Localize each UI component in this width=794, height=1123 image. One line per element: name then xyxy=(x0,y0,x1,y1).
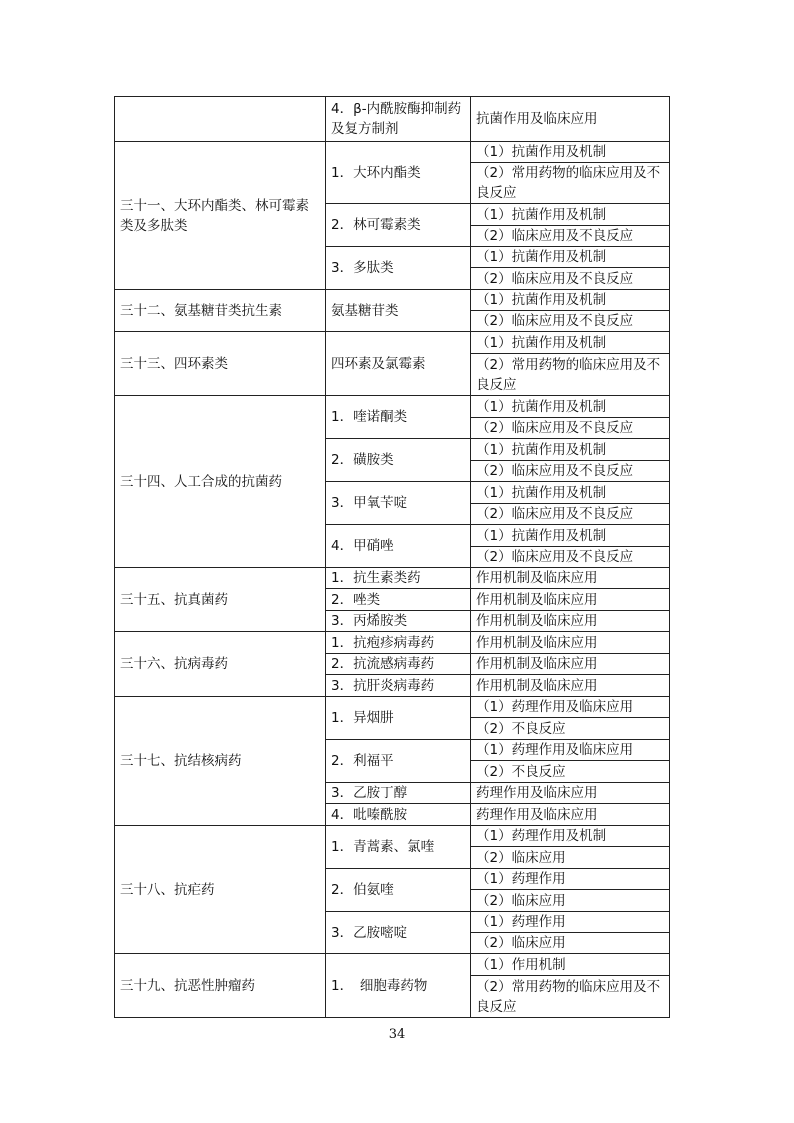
topic-cell: 2．抗流感病毒药 xyxy=(326,654,471,675)
table-row xyxy=(115,396,670,418)
requirement-cell: （1）药理作用及机制 xyxy=(471,826,670,847)
requirement-cell: （1）药理作用及临床应用 xyxy=(471,697,670,718)
topic-cell: 1．抗生素类药 xyxy=(326,568,471,589)
requirement-cell: （1）抗菌作用及机制 xyxy=(471,439,670,461)
topic-cell: 1． 细胞毒药物 xyxy=(326,954,471,1018)
chapter-cell: 三十五、抗真菌药 xyxy=(115,568,326,632)
table-row xyxy=(115,332,670,354)
chapter-cell: 三十三、四环素类 xyxy=(115,332,326,396)
requirement-cell: （2）临床应用 xyxy=(471,847,670,869)
topic-cell: 1．青蒿素、氯喹 xyxy=(326,826,471,869)
requirement-cell: （2）临床应用及不良反应 xyxy=(471,418,670,439)
topic-cell: 四环素及氯霉素 xyxy=(326,332,471,396)
requirement-cell: 药理作用及临床应用 xyxy=(471,804,670,826)
requirement-cell: （2）常用药物的临床应用及不良反应 xyxy=(471,163,670,204)
requirement-cell: （2）临床应用及不良反应 xyxy=(471,547,670,568)
requirement-cell: （1）抗菌作用及机制 xyxy=(471,142,670,163)
requirement-cell: （1）药理作用及临床应用 xyxy=(471,740,670,761)
requirement-cell: （1）抗菌作用及机制 xyxy=(471,332,670,354)
requirement-cell: 药理作用及临床应用 xyxy=(471,783,670,804)
topic-cell: 3．乙胺丁醇 xyxy=(326,783,471,804)
topic-cell: 2．磺胺类 xyxy=(326,439,471,482)
requirement-cell: （2）不良反应 xyxy=(471,761,670,783)
chapter-cell: 三十二、氨基糖苷类抗生素 xyxy=(115,290,326,332)
requirement-cell: （2）临床应用 xyxy=(471,890,670,912)
topic-cell: 4．吡嗪酰胺 xyxy=(326,804,471,826)
topic-cell: 3．多肽类 xyxy=(326,247,471,290)
requirement-cell: （1）药理作用 xyxy=(471,912,670,933)
topic-cell: 氨基糖苷类 xyxy=(326,290,471,332)
requirement-cell: 作用机制及临床应用 xyxy=(471,611,670,632)
chapter-cell: 三十八、抗疟药 xyxy=(115,826,326,954)
topic-cell: 2．利福平 xyxy=(326,740,471,783)
requirement-cell: （2）常用药物的临床应用及不良反应 xyxy=(471,976,670,1018)
chapter-cell xyxy=(115,97,326,142)
requirement-cell: （2）不良反应 xyxy=(471,718,670,740)
topic-cell: 4．甲硝唑 xyxy=(326,525,471,568)
topic-cell: 2．林可霉素类 xyxy=(326,204,471,247)
table-row xyxy=(115,954,670,976)
topic-cell: 3．丙烯胺类 xyxy=(326,611,471,632)
topic-cell: 4．β-内酰胺酶抑制药及复方制剂 xyxy=(326,97,471,142)
table-row xyxy=(115,826,670,847)
table-row xyxy=(115,697,670,718)
requirement-cell: （1）抗菌作用及机制 xyxy=(471,525,670,547)
requirement-cell: 作用机制及临床应用 xyxy=(471,654,670,675)
requirement-cell: （1）抗菌作用及机制 xyxy=(471,204,670,226)
requirement-cell: 抗菌作用及临床应用 xyxy=(471,97,670,142)
table-row xyxy=(115,97,670,142)
table-row xyxy=(115,290,670,311)
topic-cell: 1．喹诺酮类 xyxy=(326,396,471,439)
topic-cell: 3．乙胺嘧啶 xyxy=(326,912,471,954)
requirement-cell: （2）临床应用及不良反应 xyxy=(471,461,670,482)
requirement-cell: （1）作用机制 xyxy=(471,954,670,976)
table-row xyxy=(115,632,670,654)
page-number: 34 xyxy=(388,1027,406,1042)
requirement-cell: （2）临床应用及不良反应 xyxy=(471,504,670,525)
requirement-cell: 作用机制及临床应用 xyxy=(471,675,670,697)
requirement-cell: （1）抗菌作用及机制 xyxy=(471,482,670,504)
chapter-cell: 三十六、抗病毒药 xyxy=(115,632,326,697)
topic-cell: 1．抗疱疹病毒药 xyxy=(326,632,471,654)
requirement-cell: （1）抗菌作用及机制 xyxy=(471,396,670,418)
requirement-cell: 作用机制及临床应用 xyxy=(471,589,670,611)
requirement-cell: （1）抗菌作用及机制 xyxy=(471,290,670,311)
requirement-cell: （2）临床应用及不良反应 xyxy=(471,268,670,290)
topic-cell: 2．伯氨喹 xyxy=(326,869,471,912)
chapter-cell: 三十一、大环内酯类、林可霉素类及多肽类 xyxy=(115,142,326,290)
chapter-cell: 三十九、抗恶性肿瘤药 xyxy=(115,954,326,1018)
requirement-cell: 作用机制及临床应用 xyxy=(471,568,670,589)
requirement-cell: （1）抗菌作用及机制 xyxy=(471,247,670,268)
topic-cell: 3．抗肝炎病毒药 xyxy=(326,675,471,697)
requirement-cell: （1）药理作用 xyxy=(471,869,670,890)
requirement-cell: （2）临床应用及不良反应 xyxy=(471,226,670,247)
chapter-cell: 三十七、抗结核病药 xyxy=(115,697,326,826)
table-row xyxy=(115,142,670,163)
topic-cell: 2．唑类 xyxy=(326,589,471,611)
topic-cell: 1．异烟肼 xyxy=(326,697,471,740)
requirement-cell: （2）临床应用 xyxy=(471,933,670,954)
syllabus-table xyxy=(114,96,670,1018)
table-row xyxy=(115,568,670,589)
topic-cell: 1．大环内酯类 xyxy=(326,142,471,204)
topic-cell: 3．甲氧苄啶 xyxy=(326,482,471,525)
requirement-cell: （2）常用药物的临床应用及不良反应 xyxy=(471,354,670,396)
requirement-cell: （2）临床应用及不良反应 xyxy=(471,311,670,332)
requirement-cell: 作用机制及临床应用 xyxy=(471,632,670,654)
chapter-cell: 三十四、人工合成的抗菌药 xyxy=(115,396,326,568)
